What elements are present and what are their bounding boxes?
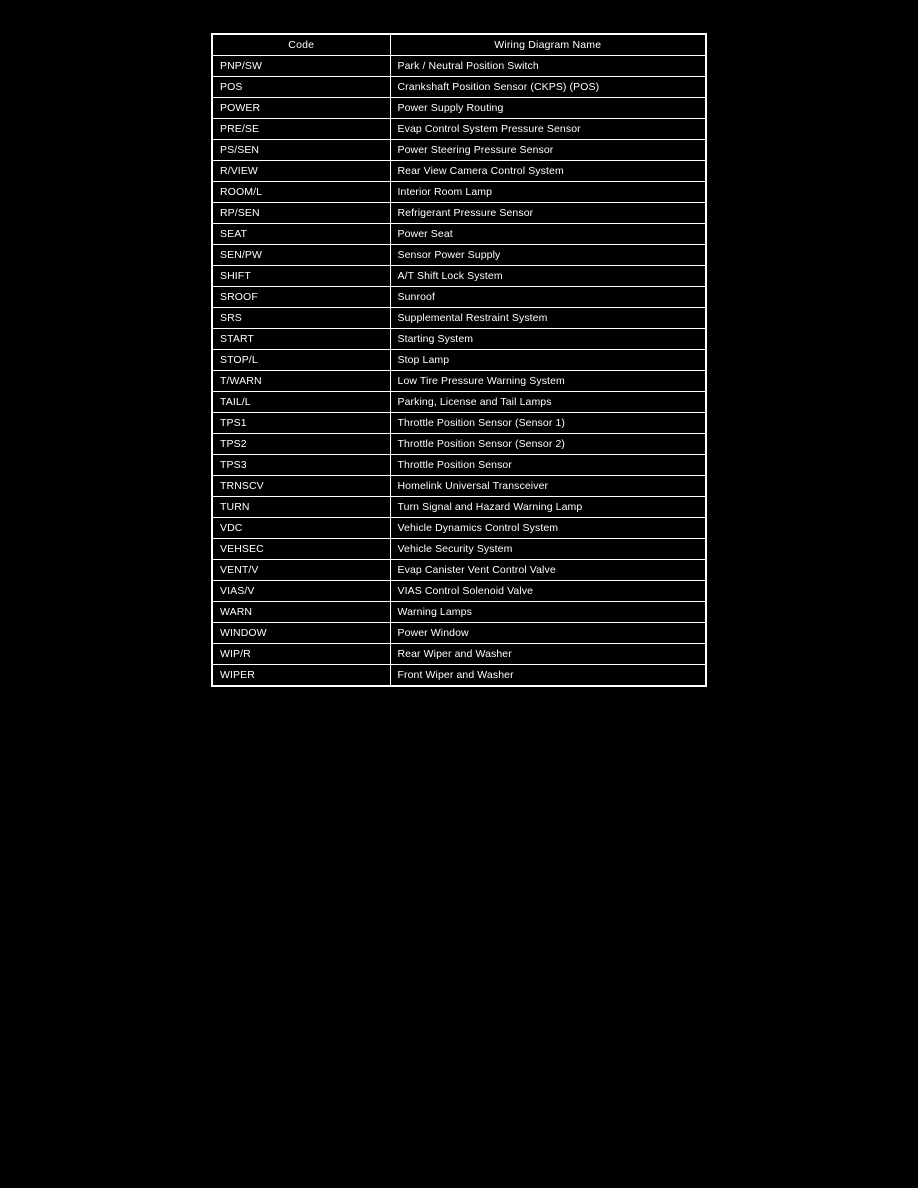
cell-wiring-diagram-name: Low Tire Pressure Warning System — [390, 371, 705, 392]
cell-wiring-diagram-name: Crankshaft Position Sensor (CKPS) (POS) — [390, 77, 705, 98]
cell-wiring-diagram-name: VIAS Control Solenoid Valve — [390, 581, 705, 602]
table-row — [213, 98, 705, 119]
table-row — [213, 371, 705, 392]
table-row — [213, 623, 705, 644]
cell-wiring-diagram-name: Vehicle Dynamics Control System — [390, 518, 705, 539]
table-row — [213, 455, 705, 476]
cell-code: RP/SEN — [213, 203, 390, 224]
cell-code: TPS1 — [213, 413, 390, 434]
table-row — [213, 497, 705, 518]
cell-code: STOP/L — [213, 350, 390, 371]
cell-wiring-diagram-name: Throttle Position Sensor (Sensor 2) — [390, 434, 705, 455]
cell-wiring-diagram-name: Sunroof — [390, 287, 705, 308]
cell-wiring-diagram-name: Homelink Universal Transceiver — [390, 476, 705, 497]
cell-code: WIP/R — [213, 644, 390, 665]
wiring-diagram-code-table — [211, 33, 707, 687]
cell-wiring-diagram-name: Sensor Power Supply — [390, 245, 705, 266]
cell-wiring-diagram-name: Power Seat — [390, 224, 705, 245]
cell-wiring-diagram-name: Refrigerant Pressure Sensor — [390, 203, 705, 224]
table-row — [213, 77, 705, 98]
table-row — [213, 350, 705, 371]
cell-wiring-diagram-name: Rear View Camera Control System — [390, 161, 705, 182]
cell-code: VENT/V — [213, 560, 390, 581]
cell-code: PRE/SE — [213, 119, 390, 140]
table-header-row — [213, 35, 705, 56]
cell-wiring-diagram-name: Warning Lamps — [390, 602, 705, 623]
table-row — [213, 245, 705, 266]
cell-code: SHIFT — [213, 266, 390, 287]
cell-code: TPS3 — [213, 455, 390, 476]
cell-code: R/VIEW — [213, 161, 390, 182]
cell-wiring-diagram-name: A/T Shift Lock System — [390, 266, 705, 287]
table-row — [213, 644, 705, 665]
table-row — [213, 602, 705, 623]
cell-wiring-diagram-name: Starting System — [390, 329, 705, 350]
cell-wiring-diagram-name: Vehicle Security System — [390, 539, 705, 560]
cell-wiring-diagram-name: Supplemental Restraint System — [390, 308, 705, 329]
cell-code: VDC — [213, 518, 390, 539]
cell-wiring-diagram-name: Park / Neutral Position Switch — [390, 56, 705, 77]
cell-code: ROOM/L — [213, 182, 390, 203]
table-row — [213, 518, 705, 539]
cell-code: WIPER — [213, 665, 390, 686]
column-header-code: Code — [213, 35, 390, 56]
cell-wiring-diagram-name: Front Wiper and Washer — [390, 665, 705, 686]
cell-code: PNP/SW — [213, 56, 390, 77]
cell-code: WARN — [213, 602, 390, 623]
cell-code: VIAS/V — [213, 581, 390, 602]
cell-code: POWER — [213, 98, 390, 119]
cell-wiring-diagram-name: Parking, License and Tail Lamps — [390, 392, 705, 413]
cell-wiring-diagram-name: Rear Wiper and Washer — [390, 644, 705, 665]
table-row — [213, 476, 705, 497]
cell-code: T/WARN — [213, 371, 390, 392]
table-row — [213, 119, 705, 140]
cell-code: VEHSEC — [213, 539, 390, 560]
table-row — [213, 434, 705, 455]
cell-code: TRNSCV — [213, 476, 390, 497]
cell-wiring-diagram-name: Evap Canister Vent Control Valve — [390, 560, 705, 581]
cell-wiring-diagram-name: Power Supply Routing — [390, 98, 705, 119]
table-row — [213, 665, 705, 686]
cell-code: START — [213, 329, 390, 350]
table-row — [213, 329, 705, 350]
table-row — [213, 266, 705, 287]
table-row — [213, 560, 705, 581]
cell-wiring-diagram-name: Power Window — [390, 623, 705, 644]
table-row — [213, 308, 705, 329]
table-body — [213, 56, 705, 686]
table-row — [213, 203, 705, 224]
table-row — [213, 287, 705, 308]
cell-code: SRS — [213, 308, 390, 329]
table — [213, 35, 705, 685]
cell-code: POS — [213, 77, 390, 98]
cell-code: WINDOW — [213, 623, 390, 644]
cell-code: SEN/PW — [213, 245, 390, 266]
cell-wiring-diagram-name: Turn Signal and Hazard Warning Lamp — [390, 497, 705, 518]
cell-code: TURN — [213, 497, 390, 518]
cell-wiring-diagram-name: Throttle Position Sensor (Sensor 1) — [390, 413, 705, 434]
table-row — [213, 539, 705, 560]
table-row — [213, 413, 705, 434]
table-row — [213, 581, 705, 602]
cell-wiring-diagram-name: Interior Room Lamp — [390, 182, 705, 203]
table-row — [213, 161, 705, 182]
table-row — [213, 140, 705, 161]
cell-wiring-diagram-name: Throttle Position Sensor — [390, 455, 705, 476]
table-row — [213, 392, 705, 413]
cell-wiring-diagram-name: Stop Lamp — [390, 350, 705, 371]
cell-wiring-diagram-name: Evap Control System Pressure Sensor — [390, 119, 705, 140]
table-row — [213, 224, 705, 245]
table-header — [213, 35, 705, 56]
table-row — [213, 56, 705, 77]
cell-code: SROOF — [213, 287, 390, 308]
cell-code: SEAT — [213, 224, 390, 245]
table-row — [213, 182, 705, 203]
cell-code: TAIL/L — [213, 392, 390, 413]
cell-code: TPS2 — [213, 434, 390, 455]
cell-code: PS/SEN — [213, 140, 390, 161]
column-header-wiring-diagram-name: Wiring Diagram Name — [390, 35, 705, 56]
cell-wiring-diagram-name: Power Steering Pressure Sensor — [390, 140, 705, 161]
